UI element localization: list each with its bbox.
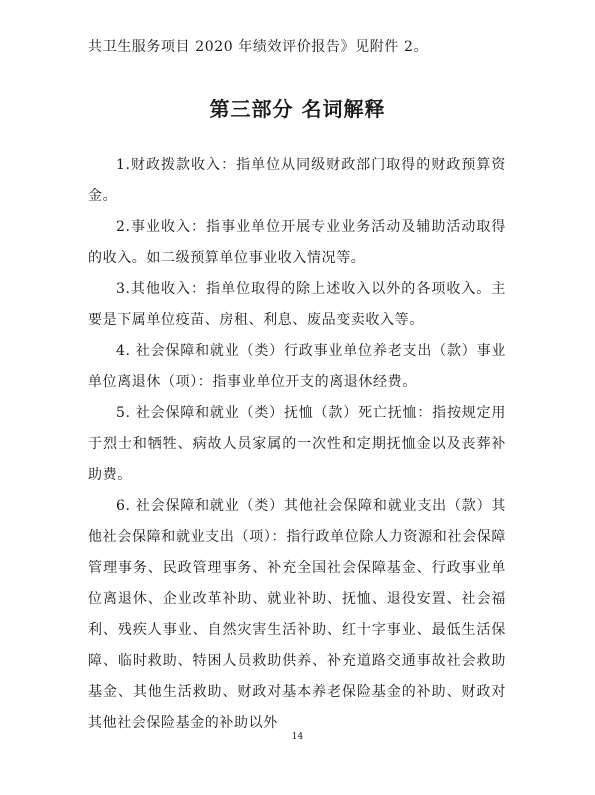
continuation-line: 共卫生服务项目 2020 年绩效评价报告》见附件 2。 <box>88 39 429 55</box>
page-number: 14 <box>291 732 304 742</box>
definition-paragraph-1: 1.财政拨款收入：指单位从同级财政部门取得的财政预算资金。 <box>88 157 506 204</box>
definition-paragraph-2: 2.事业收入：指事业单位开展专业业务活动及辅助活动取得的收入。如二级预算单位事业收入情况等。 <box>88 219 506 266</box>
definitions-body <box>88 150 506 739</box>
definition-paragraph-4: 4. 社会保障和就业（类）行政事业单位养老支出（款）事业单位离退休（项）：指事业单位开支的离退休经费。 <box>88 343 506 390</box>
definition-paragraph-3: 3.其他收入：指单位取得的除上述收入以外的各项收入。主要是下属单位疫苗、房租、利息、废品变卖收入等。 <box>88 281 506 328</box>
section-heading: 第三部分 名词解释 <box>209 97 386 121</box>
definition-paragraph-6: 6. 社会保障和就业（类）其他社会保障和就业支出（款）其他社会保障和就业支出（项）：指行政单位除人力资源和社会保障管理事务、民政管理事务、补充全国社会保障基金、行政事业单位离退休、企业改革补助、就业补助、抚恤、退役安置、社会福利、残疾人事业、自然灾害生活补助、红十字事业、最低生活保障、临时救助、特困人员救助供养、补充道路交通事故社会救助基金、其他生活救助、财政对基本养老保险基金的补助、财政对其他社会保险基金的补助以外 <box>88 498 506 731</box>
definition-paragraph-5: 5. 社会保障和就业（类）抚恤（款）死亡抚恤：指按规定用于烈士和牺牲、病故人员家属的一次性和定期抚恤金以及丧葬补助费。 <box>88 405 506 483</box>
